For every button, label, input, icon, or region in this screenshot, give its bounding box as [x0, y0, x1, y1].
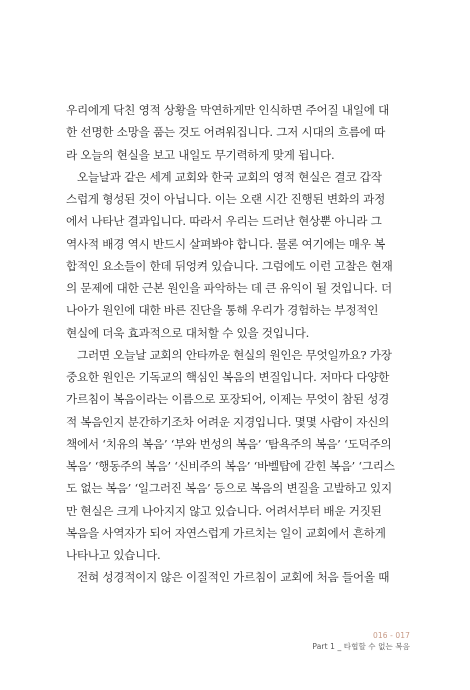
text-line: 적 복음인지 분간하기조차 어려운 지경입니다. 몇몇 사람이 자신의 — [66, 414, 390, 429]
text-line: 우리에게 닥친 영적 상황을 막연하게만 인식하면 주어질 내일에 대 — [66, 103, 390, 117]
page-numbers: 016 - 017 — [372, 631, 410, 640]
text-line: 만 현실은 크게 나아지지 않고 있습니다. 어려서부터 배운 거짓된 — [66, 503, 382, 518]
text-line: 나아가 원인에 대한 바른 진단을 통해 우리가 경험하는 부정적인 — [66, 303, 379, 318]
paragraph — [66, 344, 404, 567]
text-line: 도 없는 복음’ ‘일그러진 복음’ 등으로 복음의 변질을 고발하고 있지 — [66, 481, 392, 496]
text-line: 에서 나타난 결과입니다. 따라서 우리는 드러난 현상뿐 아니라 그 — [66, 214, 382, 229]
paragraph — [66, 166, 404, 344]
running-head: Part 1 _ 타협할 수 없는 복음 — [312, 642, 410, 651]
text-line: 전혀 성경적이지 않은 이질적인 가르침이 교회에 처음 들어올 때 — [77, 570, 390, 585]
text-line: 나타나고 있습니다. — [66, 548, 161, 562]
text-line: 복음을 사역자가 되어 자연스럽게 가르치는 일이 교회에서 흔하게 — [66, 525, 386, 540]
text-line: 책에서 ‘치유의 복음’ ‘부와 번성의 복음’ ‘탐욕주의 복음’ ‘도덕주의 — [66, 436, 392, 451]
body-text — [66, 99, 404, 589]
text-line: 역사적 배경 역시 반드시 살펴봐야 합니다. 물론 여기에는 매우 복 — [66, 236, 386, 251]
text-line: 한 선명한 소망을 품는 것도 어려워집니다. 그저 시대의 흐름에 따 — [66, 125, 386, 140]
paragraph — [66, 99, 404, 166]
text-line: 라 오늘의 현실을 보고 내일도 무기력하게 맞게 됩니다. — [66, 147, 335, 162]
text-line: 현실에 더욱 효과적으로 대처할 수 있을 것입니다. — [66, 325, 310, 340]
text-line: 그러면 오늘날 교회의 안타까운 현실의 원인은 무엇일까요? 가장 — [77, 347, 392, 362]
text-line: 복음’ ‘행동주의 복음’ ‘신비주의 복음’ ‘바벨탑에 갇힌 복음’ ‘그리스 — [66, 459, 395, 473]
text-line: 오늘날과 같은 세계 교회와 한국 교회의 영적 현실은 결코 갑작 — [77, 169, 382, 184]
text-line: 합적인 요소들이 한데 뒤엉켜 있습니다. 그럼에도 이런 고찰은 현재 — [66, 258, 393, 273]
text-line: 스럽게 형성된 것이 아닙니다. 이는 오랜 시간 진행된 변화의 과정 — [66, 192, 386, 206]
text-line: 의 문제에 대한 근본 원인을 파악하는 데 큰 유익이 될 것입니다. 더 — [66, 281, 392, 295]
paragraph — [66, 566, 404, 588]
folio — [312, 630, 410, 652]
text-line: 중요한 원인은 기독교의 핵심인 복음의 변질입니다. 저마다 다양한 — [66, 370, 390, 384]
text-line: 가르침이 복음이라는 이름으로 포장되어, 이제는 무엇이 참된 성경 — [66, 392, 390, 407]
